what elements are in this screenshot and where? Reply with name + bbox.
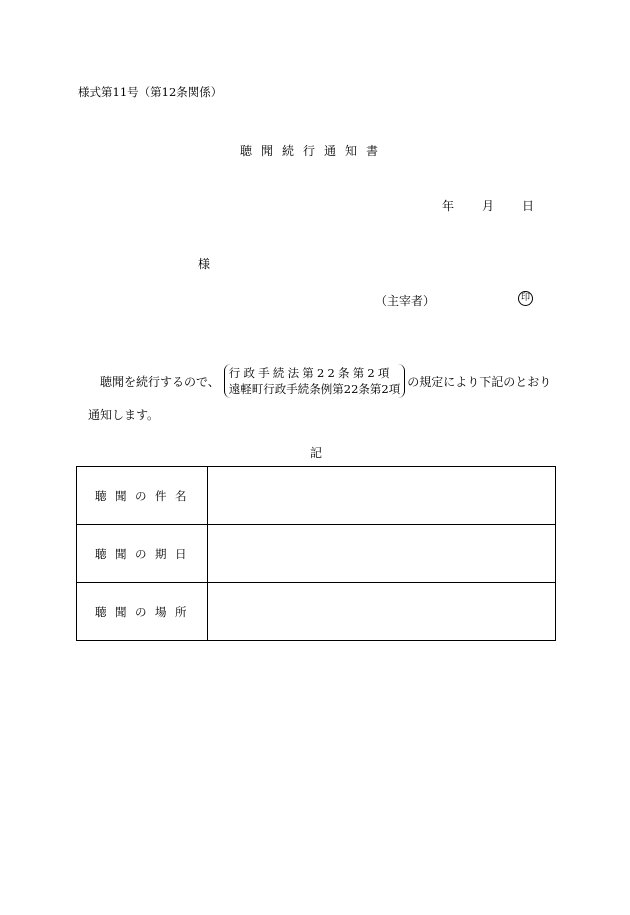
recipient-suffix: 様 bbox=[198, 257, 211, 271]
detail-table bbox=[76, 466, 556, 641]
seal-icon: 印 bbox=[518, 291, 533, 306]
law-option-2: 遠軽町行政手続条例第22条第2項 bbox=[228, 382, 401, 396]
table-row-value bbox=[208, 467, 556, 525]
table-row-value bbox=[208, 583, 556, 641]
table-row bbox=[77, 467, 556, 525]
date-year-label: 年 bbox=[441, 199, 454, 213]
date-day-label: 日 bbox=[521, 199, 534, 213]
table-row bbox=[77, 525, 556, 583]
date-month-label: 月 bbox=[481, 199, 494, 213]
table-row bbox=[77, 583, 556, 641]
ki-mark: 記 bbox=[310, 446, 323, 460]
table-row-value bbox=[208, 525, 556, 583]
document-title: 聴聞続行通知書 bbox=[240, 144, 388, 158]
body-line-2: 通知します。 bbox=[88, 408, 160, 422]
body-prefix: 聴聞を続行するので、 bbox=[100, 374, 220, 389]
body-suffix: の規定により下記のとおり bbox=[407, 374, 552, 389]
table-row-label: 聴聞の場所 bbox=[77, 583, 208, 641]
table-row-label: 聴聞の件名 bbox=[77, 467, 208, 525]
form-number: 様式第11号（第12条関係） bbox=[78, 85, 223, 99]
law-option-bracket bbox=[224, 364, 405, 398]
body-line-1 bbox=[100, 364, 551, 398]
organizer-label: （主宰者） bbox=[375, 294, 436, 308]
date-line bbox=[442, 197, 534, 214]
table-row-label: 聴聞の期日 bbox=[77, 525, 208, 583]
law-option-1: 行政手続法第22条第2項 bbox=[228, 366, 393, 380]
